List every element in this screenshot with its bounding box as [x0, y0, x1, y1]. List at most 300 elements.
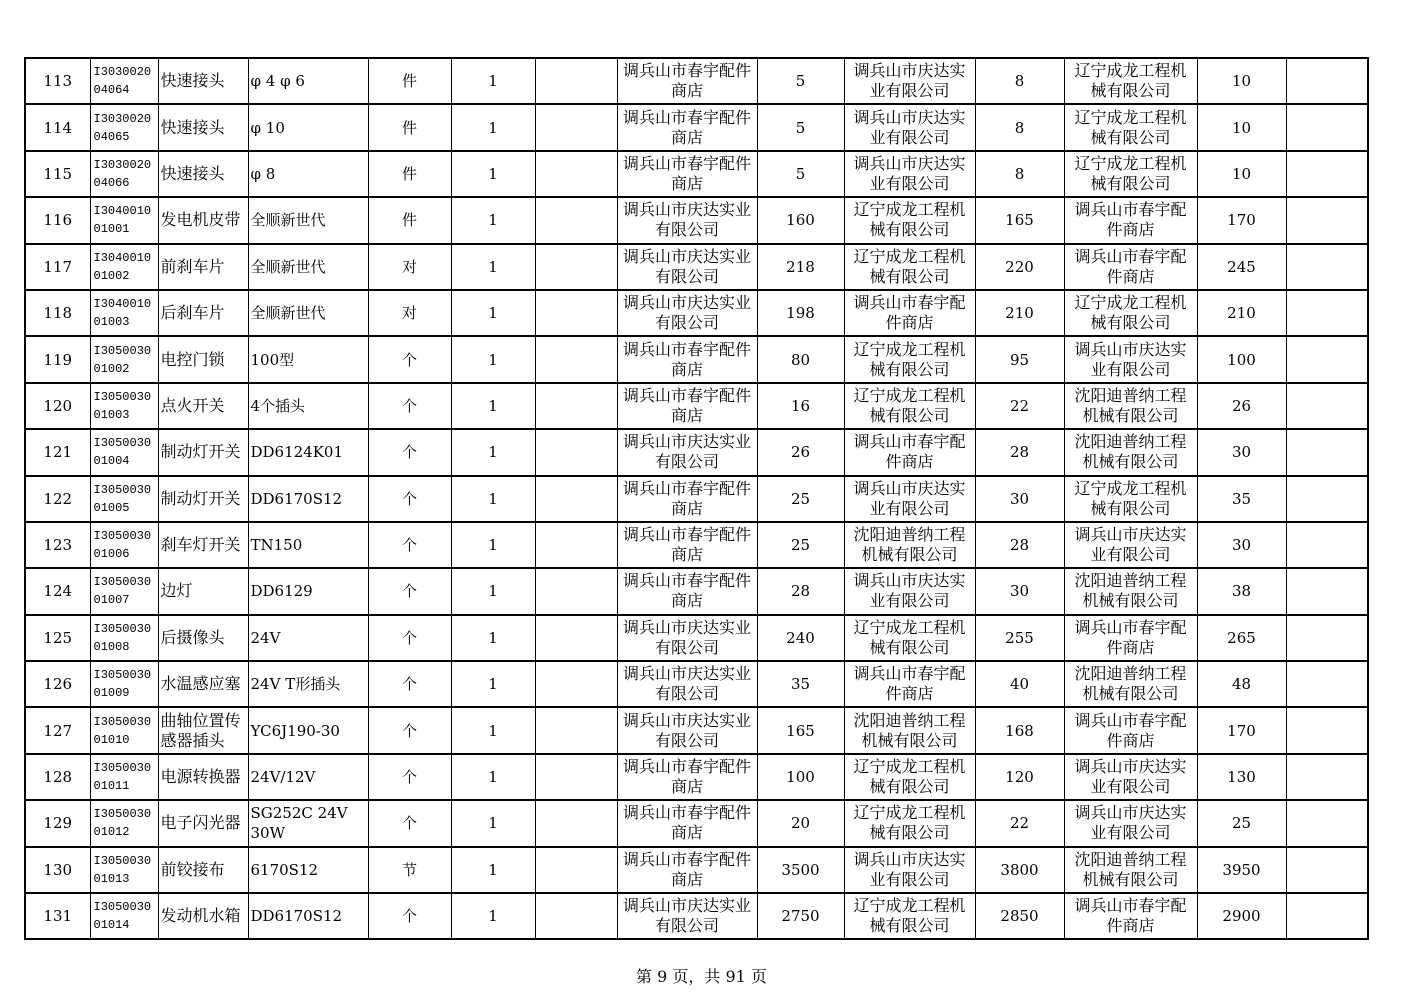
price-3: 10	[1197, 58, 1286, 104]
item-code-cell	[90, 151, 158, 197]
supplier-2: 调兵山市春宇配件商店	[844, 290, 975, 336]
supplier-3: 辽宁成龙工程机械有限公司	[1064, 476, 1197, 522]
blank-cell	[1286, 568, 1368, 614]
item-code: I304001001003	[93, 297, 152, 330]
price-2: 95	[975, 336, 1064, 382]
item-name: 电子闪光器	[158, 800, 248, 846]
row-number: 128	[25, 754, 90, 800]
row-number: 131	[25, 893, 90, 939]
table-row	[25, 336, 1368, 382]
item-spec: SG252C 24V 30W	[248, 800, 368, 846]
blank-cell	[535, 707, 617, 753]
blank-cell	[1286, 661, 1368, 707]
item-code-cell	[90, 429, 158, 475]
blank-cell	[535, 476, 617, 522]
supplier-1: 调兵山市春宇配件商店	[617, 383, 757, 429]
item-code-cell	[90, 800, 158, 846]
item-code-cell	[90, 754, 158, 800]
supplier-1: 调兵山市春宇配件商店	[617, 522, 757, 568]
item-unit: 个	[368, 707, 451, 753]
item-spec: 全顺新世代	[248, 290, 368, 336]
blank-cell	[535, 290, 617, 336]
item-quantity: 1	[451, 383, 535, 429]
price-3: 3950	[1197, 847, 1286, 893]
row-number: 124	[25, 568, 90, 614]
table-row	[25, 847, 1368, 893]
price-2: 165	[975, 197, 1064, 243]
item-spec: φ 4 φ 6	[248, 58, 368, 104]
item-code: I305003001012	[93, 807, 152, 840]
item-quantity: 1	[451, 893, 535, 939]
blank-cell	[535, 522, 617, 568]
blank-cell	[535, 244, 617, 290]
blank-cell	[535, 197, 617, 243]
item-unit: 个	[368, 893, 451, 939]
item-code: I305003001003	[93, 389, 152, 422]
price-3: 38	[1197, 568, 1286, 614]
blank-cell	[535, 336, 617, 382]
supplier-1: 调兵山市春宇配件商店	[617, 104, 757, 150]
item-code: I305003001011	[93, 761, 152, 794]
supplier-1: 调兵山市春宇配件商店	[617, 58, 757, 104]
item-code: I305003001004	[93, 436, 152, 469]
item-name: 水温感应塞	[158, 661, 248, 707]
price-3: 245	[1197, 244, 1286, 290]
blank-cell	[1286, 476, 1368, 522]
item-unit: 个	[368, 522, 451, 568]
item-code-cell	[90, 893, 158, 939]
table-row	[25, 661, 1368, 707]
quotation-table	[24, 57, 1369, 940]
item-name: 点火开关	[158, 383, 248, 429]
row-number: 117	[25, 244, 90, 290]
item-unit: 个	[368, 661, 451, 707]
price-3: 25	[1197, 800, 1286, 846]
item-name: 前刹车片	[158, 244, 248, 290]
price-1: 28	[757, 568, 844, 614]
item-spec: φ 8	[248, 151, 368, 197]
item-quantity: 1	[451, 707, 535, 753]
item-code-cell	[90, 707, 158, 753]
table-row	[25, 754, 1368, 800]
price-1: 165	[757, 707, 844, 753]
item-spec: 24V/12V	[248, 754, 368, 800]
item-quantity: 1	[451, 151, 535, 197]
table-row	[25, 290, 1368, 336]
supplier-3: 调兵山市春宇配件商店	[1064, 244, 1197, 290]
price-2: 22	[975, 383, 1064, 429]
price-2: 255	[975, 615, 1064, 661]
item-quantity: 1	[451, 290, 535, 336]
supplier-1: 调兵山市春宇配件商店	[617, 754, 757, 800]
table-row	[25, 800, 1368, 846]
item-unit: 件	[368, 151, 451, 197]
supplier-1: 调兵山市庆达实业有限公司	[617, 197, 757, 243]
supplier-3: 调兵山市庆达实业有限公司	[1064, 336, 1197, 382]
table-row	[25, 615, 1368, 661]
item-unit: 对	[368, 244, 451, 290]
price-2: 8	[975, 58, 1064, 104]
blank-cell	[1286, 58, 1368, 104]
supplier-1: 调兵山市庆达实业有限公司	[617, 429, 757, 475]
table-row	[25, 58, 1368, 104]
price-2: 22	[975, 800, 1064, 846]
blank-cell	[535, 661, 617, 707]
blank-cell	[535, 151, 617, 197]
price-1: 198	[757, 290, 844, 336]
blank-cell	[535, 104, 617, 150]
item-unit: 节	[368, 847, 451, 893]
item-code: I305003001006	[93, 529, 152, 562]
row-number: 115	[25, 151, 90, 197]
supplier-3: 辽宁成龙工程机械有限公司	[1064, 151, 1197, 197]
price-3: 265	[1197, 615, 1286, 661]
blank-cell	[1286, 104, 1368, 150]
supplier-2: 沈阳迪普纳工程机械有限公司	[844, 522, 975, 568]
item-code: I303002004066	[93, 157, 152, 190]
item-code-cell	[90, 383, 158, 429]
row-number: 122	[25, 476, 90, 522]
item-name: 曲轴位置传感器插头	[158, 707, 248, 753]
price-1: 218	[757, 244, 844, 290]
supplier-1: 调兵山市庆达实业有限公司	[617, 244, 757, 290]
supplier-2: 辽宁成龙工程机械有限公司	[844, 197, 975, 243]
blank-cell	[535, 429, 617, 475]
price-1: 26	[757, 429, 844, 475]
blank-cell	[1286, 615, 1368, 661]
item-spec: 100型	[248, 336, 368, 382]
item-code: I305003001002	[93, 343, 152, 376]
supplier-3: 辽宁成龙工程机械有限公司	[1064, 58, 1197, 104]
row-number: 113	[25, 58, 90, 104]
price-2: 28	[975, 429, 1064, 475]
price-3: 30	[1197, 429, 1286, 475]
item-spec: 全顺新世代	[248, 197, 368, 243]
table-row	[25, 568, 1368, 614]
price-3: 10	[1197, 104, 1286, 150]
price-2: 168	[975, 707, 1064, 753]
item-code: I303002004064	[93, 65, 152, 98]
price-1: 2750	[757, 893, 844, 939]
row-number: 118	[25, 290, 90, 336]
row-number: 120	[25, 383, 90, 429]
price-1: 3500	[757, 847, 844, 893]
item-code-cell	[90, 615, 158, 661]
supplier-2: 辽宁成龙工程机械有限公司	[844, 336, 975, 382]
item-quantity: 1	[451, 847, 535, 893]
item-code-cell	[90, 847, 158, 893]
item-name: 发动机水箱	[158, 893, 248, 939]
blank-cell	[1286, 197, 1368, 243]
item-code-cell	[90, 522, 158, 568]
supplier-1: 调兵山市庆达实业有限公司	[617, 893, 757, 939]
supplier-1: 调兵山市春宇配件商店	[617, 476, 757, 522]
blank-cell	[535, 383, 617, 429]
supplier-1: 调兵山市春宇配件商店	[617, 568, 757, 614]
supplier-3: 调兵山市春宇配件商店	[1064, 197, 1197, 243]
item-spec: DD6170S12	[248, 476, 368, 522]
item-name: 后摄像头	[158, 615, 248, 661]
price-3: 2900	[1197, 893, 1286, 939]
supplier-1: 调兵山市庆达实业有限公司	[617, 290, 757, 336]
supplier-2: 辽宁成龙工程机械有限公司	[844, 754, 975, 800]
table-row	[25, 197, 1368, 243]
item-code: I304001001002	[93, 250, 152, 283]
item-quantity: 1	[451, 568, 535, 614]
supplier-2: 辽宁成龙工程机械有限公司	[844, 383, 975, 429]
row-number: 126	[25, 661, 90, 707]
supplier-3: 调兵山市春宇配件商店	[1064, 893, 1197, 939]
price-2: 30	[975, 476, 1064, 522]
table-row	[25, 522, 1368, 568]
item-quantity: 1	[451, 244, 535, 290]
item-unit: 个	[368, 383, 451, 429]
item-code: I304001001001	[93, 204, 152, 237]
item-quantity: 1	[451, 429, 535, 475]
table-row	[25, 476, 1368, 522]
supplier-1: 调兵山市春宇配件商店	[617, 336, 757, 382]
supplier-3: 沈阳迪普纳工程机械有限公司	[1064, 383, 1197, 429]
row-number: 121	[25, 429, 90, 475]
item-code-cell	[90, 476, 158, 522]
item-code-cell	[90, 568, 158, 614]
item-quantity: 1	[451, 476, 535, 522]
item-name: 电控门锁	[158, 336, 248, 382]
item-unit: 个	[368, 568, 451, 614]
supplier-3: 调兵山市庆达实业有限公司	[1064, 800, 1197, 846]
blank-cell	[535, 615, 617, 661]
item-quantity: 1	[451, 197, 535, 243]
item-spec: 全顺新世代	[248, 244, 368, 290]
item-spec: 6170S12	[248, 847, 368, 893]
blank-cell	[1286, 290, 1368, 336]
item-spec: YC6J190-30	[248, 707, 368, 753]
page-number-footer: 第 9 页，共 91 页	[636, 967, 767, 986]
item-unit: 个	[368, 615, 451, 661]
item-name: 快速接头	[158, 58, 248, 104]
item-code-cell	[90, 290, 158, 336]
price-2: 2850	[975, 893, 1064, 939]
price-3: 170	[1197, 197, 1286, 243]
item-code-cell	[90, 58, 158, 104]
item-unit: 件	[368, 197, 451, 243]
item-code-cell	[90, 336, 158, 382]
price-3: 35	[1197, 476, 1286, 522]
supplier-2: 调兵山市庆达实业有限公司	[844, 104, 975, 150]
price-2: 28	[975, 522, 1064, 568]
supplier-3: 调兵山市春宇配件商店	[1064, 707, 1197, 753]
supplier-2: 调兵山市春宇配件商店	[844, 429, 975, 475]
item-unit: 个	[368, 476, 451, 522]
row-number: 129	[25, 800, 90, 846]
item-unit: 个	[368, 800, 451, 846]
price-1: 160	[757, 197, 844, 243]
blank-cell	[535, 58, 617, 104]
item-unit: 对	[368, 290, 451, 336]
item-quantity: 1	[451, 104, 535, 150]
supplier-3: 沈阳迪普纳工程机械有限公司	[1064, 661, 1197, 707]
row-number: 127	[25, 707, 90, 753]
supplier-2: 辽宁成龙工程机械有限公司	[844, 800, 975, 846]
item-spec: φ 10	[248, 104, 368, 150]
supplier-1: 调兵山市春宇配件商店	[617, 800, 757, 846]
supplier-2: 辽宁成龙工程机械有限公司	[844, 893, 975, 939]
supplier-3: 沈阳迪普纳工程机械有限公司	[1064, 568, 1197, 614]
supplier-2: 辽宁成龙工程机械有限公司	[844, 615, 975, 661]
item-code: I305003001013	[93, 853, 152, 886]
price-1: 25	[757, 522, 844, 568]
item-quantity: 1	[451, 522, 535, 568]
blank-cell	[1286, 754, 1368, 800]
item-name: 边灯	[158, 568, 248, 614]
item-code: I305003001007	[93, 575, 152, 608]
price-1: 5	[757, 58, 844, 104]
price-3: 170	[1197, 707, 1286, 753]
item-name: 制动灯开关	[158, 429, 248, 475]
row-number: 114	[25, 104, 90, 150]
item-quantity: 1	[451, 615, 535, 661]
blank-cell	[1286, 151, 1368, 197]
item-code: I305003001010	[93, 714, 152, 747]
supplier-3: 沈阳迪普纳工程机械有限公司	[1064, 429, 1197, 475]
blank-cell	[535, 754, 617, 800]
price-3: 48	[1197, 661, 1286, 707]
item-code-cell	[90, 661, 158, 707]
item-spec: 24V	[248, 615, 368, 661]
row-number: 116	[25, 197, 90, 243]
blank-cell	[1286, 800, 1368, 846]
item-spec: DD6124K01	[248, 429, 368, 475]
supplier-2: 沈阳迪普纳工程机械有限公司	[844, 707, 975, 753]
price-2: 220	[975, 244, 1064, 290]
supplier-3: 辽宁成龙工程机械有限公司	[1064, 104, 1197, 150]
item-name: 快速接头	[158, 104, 248, 150]
blank-cell	[1286, 847, 1368, 893]
item-unit: 个	[368, 336, 451, 382]
item-quantity: 1	[451, 58, 535, 104]
item-unit: 个	[368, 754, 451, 800]
supplier-2: 调兵山市春宇配件商店	[844, 661, 975, 707]
blank-cell	[1286, 522, 1368, 568]
supplier-3: 调兵山市庆达实业有限公司	[1064, 522, 1197, 568]
table-row	[25, 893, 1368, 939]
table-row	[25, 429, 1368, 475]
blank-cell	[535, 800, 617, 846]
price-2: 30	[975, 568, 1064, 614]
blank-cell	[1286, 429, 1368, 475]
row-number: 125	[25, 615, 90, 661]
price-1: 5	[757, 151, 844, 197]
item-code: I305003001005	[93, 482, 152, 515]
item-code: I305003001009	[93, 668, 152, 701]
item-spec: 24V T形插头	[248, 661, 368, 707]
price-2: 8	[975, 104, 1064, 150]
supplier-2: 调兵山市庆达实业有限公司	[844, 568, 975, 614]
item-quantity: 1	[451, 336, 535, 382]
row-number: 130	[25, 847, 90, 893]
item-spec: DD6129	[248, 568, 368, 614]
item-quantity: 1	[451, 800, 535, 846]
price-2: 3800	[975, 847, 1064, 893]
item-name: 后刹车片	[158, 290, 248, 336]
item-name: 制动灯开关	[158, 476, 248, 522]
price-1: 5	[757, 104, 844, 150]
item-code-cell	[90, 197, 158, 243]
supplier-1: 调兵山市春宇配件商店	[617, 151, 757, 197]
blank-cell	[535, 893, 617, 939]
supplier-1: 调兵山市庆达实业有限公司	[617, 661, 757, 707]
row-number: 119	[25, 336, 90, 382]
supplier-1: 调兵山市庆达实业有限公司	[617, 707, 757, 753]
supplier-3: 调兵山市春宇配件商店	[1064, 615, 1197, 661]
blank-cell	[1286, 336, 1368, 382]
price-2: 8	[975, 151, 1064, 197]
price-3: 10	[1197, 151, 1286, 197]
blank-cell	[535, 847, 617, 893]
table-row	[25, 151, 1368, 197]
blank-cell	[1286, 244, 1368, 290]
item-name: 快速接头	[158, 151, 248, 197]
supplier-2: 辽宁成龙工程机械有限公司	[844, 244, 975, 290]
item-spec: 4个插头	[248, 383, 368, 429]
price-1: 240	[757, 615, 844, 661]
price-2: 120	[975, 754, 1064, 800]
blank-cell	[1286, 893, 1368, 939]
price-2: 40	[975, 661, 1064, 707]
price-1: 25	[757, 476, 844, 522]
price-3: 30	[1197, 522, 1286, 568]
table-row	[25, 104, 1368, 150]
blank-cell	[1286, 707, 1368, 753]
price-1: 16	[757, 383, 844, 429]
price-3: 100	[1197, 336, 1286, 382]
supplier-2: 调兵山市庆达实业有限公司	[844, 476, 975, 522]
price-3: 130	[1197, 754, 1286, 800]
price-1: 35	[757, 661, 844, 707]
row-number: 123	[25, 522, 90, 568]
item-code: I305003001014	[93, 900, 152, 933]
item-spec: TN150	[248, 522, 368, 568]
item-code: I305003001008	[93, 621, 152, 654]
table-row	[25, 383, 1368, 429]
supplier-2: 调兵山市庆达实业有限公司	[844, 58, 975, 104]
price-1: 20	[757, 800, 844, 846]
blank-cell	[1286, 383, 1368, 429]
item-quantity: 1	[451, 754, 535, 800]
price-1: 80	[757, 336, 844, 382]
item-unit: 个	[368, 429, 451, 475]
item-unit: 件	[368, 58, 451, 104]
item-quantity: 1	[451, 661, 535, 707]
item-unit: 件	[368, 104, 451, 150]
supplier-3: 沈阳迪普纳工程机械有限公司	[1064, 847, 1197, 893]
price-3: 210	[1197, 290, 1286, 336]
item-code: I303002004065	[93, 111, 152, 144]
price-3: 26	[1197, 383, 1286, 429]
item-name: 前铰接布	[158, 847, 248, 893]
price-1: 100	[757, 754, 844, 800]
item-code-cell	[90, 244, 158, 290]
item-code-cell	[90, 104, 158, 150]
item-spec: DD6170S12	[248, 893, 368, 939]
table-row	[25, 244, 1368, 290]
supplier-3: 调兵山市庆达实业有限公司	[1064, 754, 1197, 800]
price-2: 210	[975, 290, 1064, 336]
item-name: 刹车灯开关	[158, 522, 248, 568]
supplier-3: 辽宁成龙工程机械有限公司	[1064, 290, 1197, 336]
blank-cell	[535, 568, 617, 614]
item-name: 电源转换器	[158, 754, 248, 800]
